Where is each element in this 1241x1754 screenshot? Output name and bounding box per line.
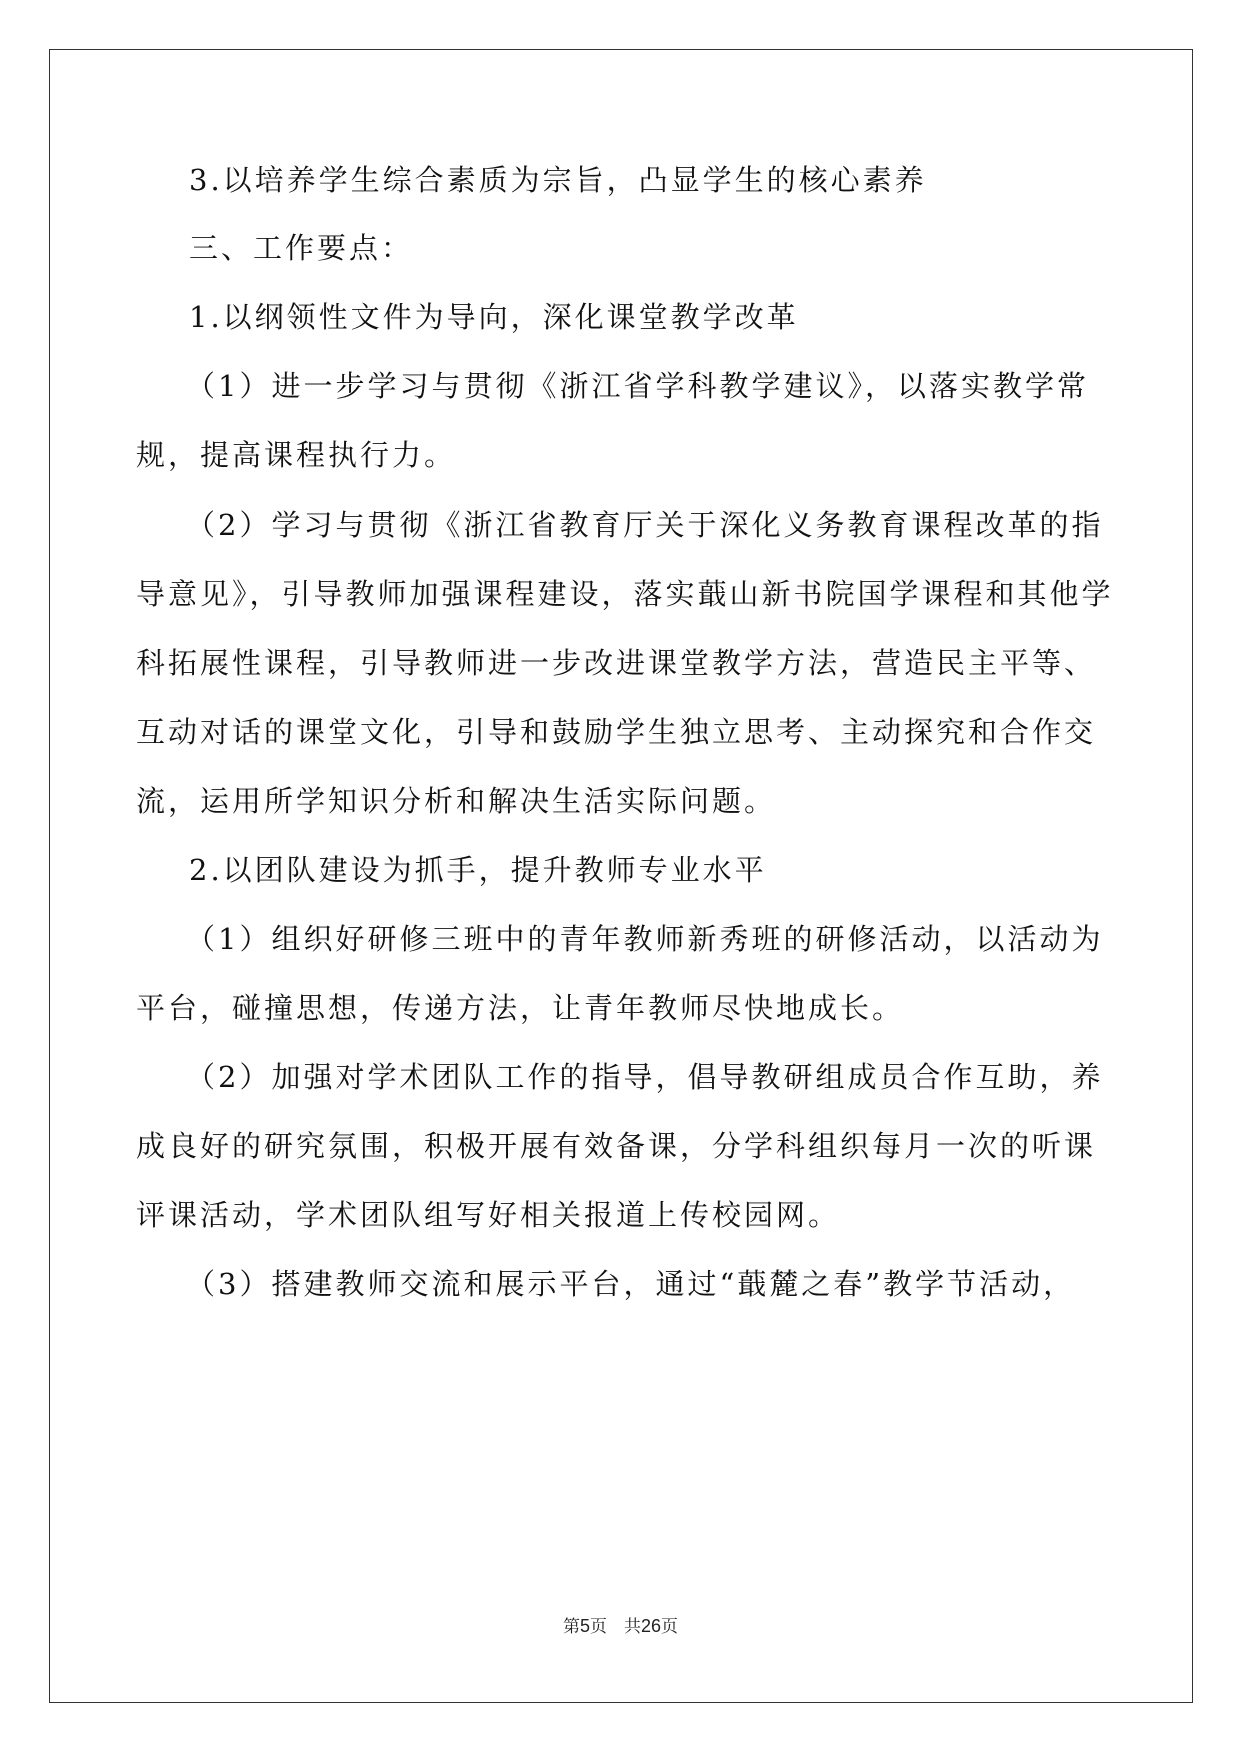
section-heading: 三、工作要点： (189, 231, 414, 265)
paragraph-line: 互动对话的课堂文化，引导和鼓励学生独立思考、主动探究和合作交 (136, 715, 1097, 749)
footer-suffix: 页 (661, 1617, 679, 1637)
paragraph-line: 规，提高课程执行力。 (136, 438, 457, 472)
current-page-number: 5 (579, 1616, 590, 1636)
paragraph-line: （1）组织好研修三班中的青年教师新秀班的研修活动，以活动为 (186, 922, 1104, 956)
paragraph-line: 流，运用所学知识分析和解决生活实际问题。 (136, 784, 777, 818)
paragraph-line: 导意见》，引导教师加强课程建设，落实蕺山新书院国学课程和其他学 (136, 577, 1114, 611)
subsection-heading: 2.以团队建设为抓手，提升教师专业水平 (189, 853, 767, 887)
paragraph-line: 平台，碰撞思想，传递方法，让青年教师尽快地成长。 (136, 991, 905, 1025)
paragraph-line: （2）学习与贯彻《浙江省教育厅关于深化义务教育课程改革的指 (186, 508, 1104, 542)
paragraph-line: （1）进一步学习与贯彻《浙江省学科教学建议》，以落实教学常 (186, 369, 1089, 403)
paragraph-line: 成良好的研究氛围，积极开展有效备课，分学科组织每月一次的听课 (136, 1129, 1097, 1163)
paragraph-line: 3.以培养学生综合素质为宗旨，凸显学生的核心素养 (189, 163, 927, 197)
page-footer (0, 1612, 1241, 1637)
paragraph-line: （2）加强对学术团队工作的指导，倡导教研组成员合作互助，养 (186, 1060, 1104, 1094)
paragraph-line: 科拓展性课程，引导教师进一步改进课堂教学方法，营造民主平等、 (136, 646, 1097, 680)
footer-prefix: 第 (562, 1617, 580, 1637)
paragraph-line: （3）搭建教师交流和展示平台，通过“蕺麓之春”教学节活动， (186, 1267, 1076, 1301)
subsection-heading: 1.以纲领性文件为导向，深化课堂教学改革 (189, 300, 799, 334)
footer-middle: 页 共 (589, 1617, 641, 1637)
paragraph-line: 评课活动，学术团队组写好相关报道上传校园网。 (136, 1198, 841, 1232)
total-pages-number: 26 (640, 1616, 662, 1636)
